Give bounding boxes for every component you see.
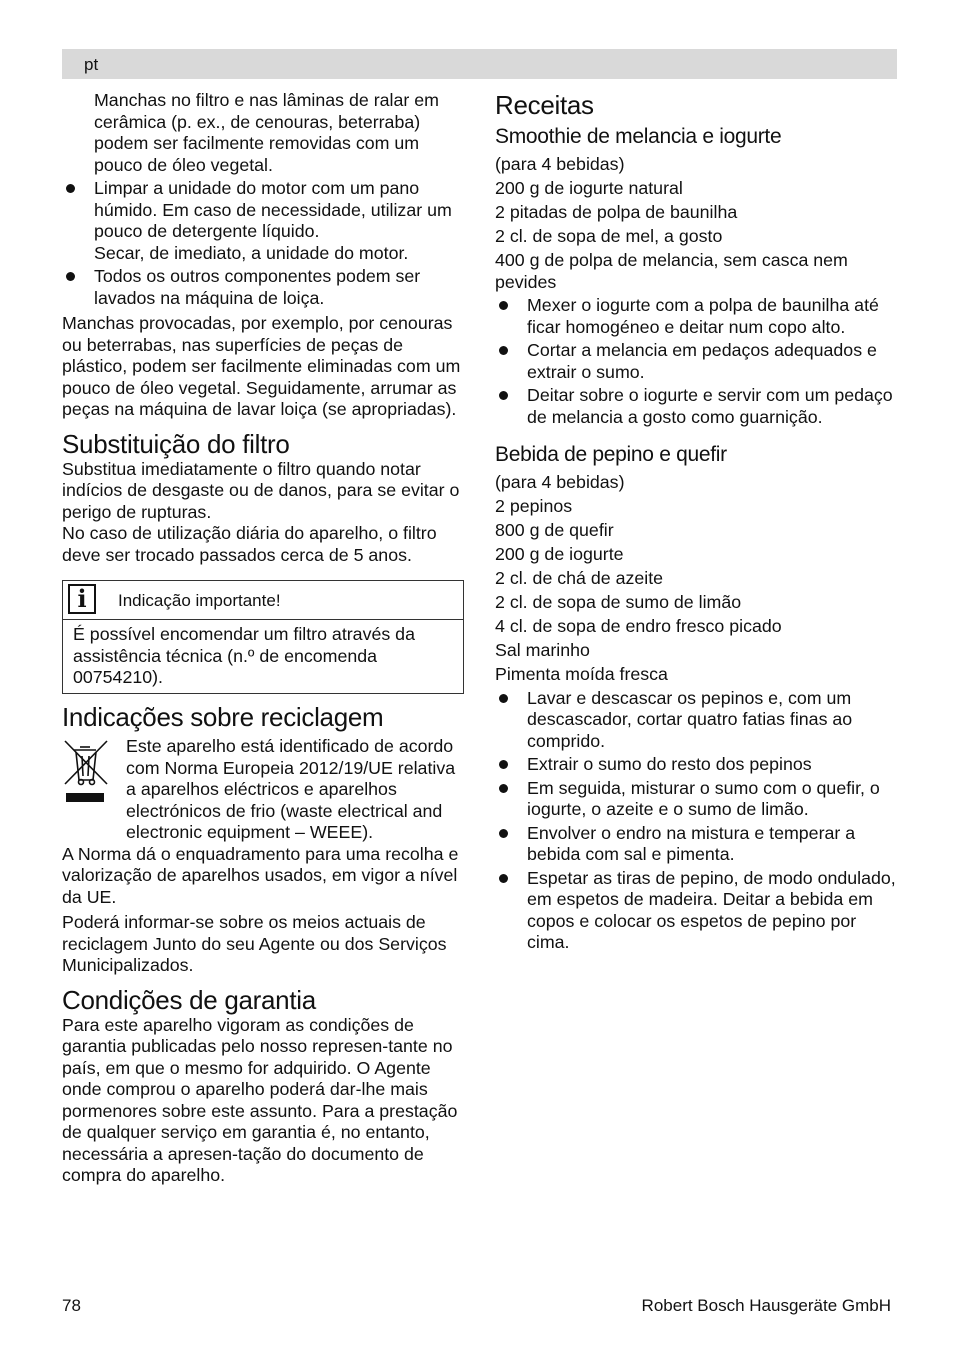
- bullet-extra-line: Secar, de imediato, a unidade do motor.: [94, 242, 409, 263]
- recipe-1-steps: [495, 295, 897, 428]
- warranty-paragraph: Para este aparelho vigoram as condições de garantia publicadas pelo nosso represen-tante no país, em que o mesmo for adquirido. O Agente onde comprou o aparelho poderá dar-lhe mais pormenores sobre este assunto. Para a prestação de qualquer serviço em garantia é, no entanto, necessária a apresen-tação do documento de compra do aparelho.: [62, 1014, 458, 1185]
- ingredient-line: 400 g de polpa de melancia, sem casca nem pevides: [495, 250, 848, 292]
- section-title-recipes: Receitas: [495, 90, 594, 120]
- language-header-bar: [62, 49, 897, 79]
- list-item: Envolver o endro na mistura e temperar a bebida com sal e pimenta.: [495, 823, 897, 866]
- filter-paragraph-2: No caso de utilização diária do aparelho, o filtro deve ser trocado passados cerca de 5 anos.: [62, 523, 437, 565]
- ingredient-line: (para 4 bebidas): [495, 472, 625, 492]
- right-column: [495, 90, 897, 954]
- recipe-1-ingredients: [495, 154, 897, 293]
- weee-crossed-bin-icon: [62, 738, 110, 808]
- notice-header: [63, 581, 463, 620]
- company-name: Robert Bosch Hausgeräte GmbH: [641, 1296, 891, 1315]
- notice-title: Indicação importante!: [118, 591, 281, 610]
- notice-body: É possível encomendar um filtro através da assistência técnica (n.º de encomenda 00754210).: [73, 624, 415, 687]
- list-item: Espetar as tiras de pepino, de modo ondulado, em espetos de madeira. Deitar a bebida em copos e colocar os espetos de pepino por cima.: [495, 868, 897, 954]
- language-code: pt: [84, 55, 99, 74]
- ingredient-line: Pimenta moída fresca: [495, 664, 668, 684]
- list-item: Extrair o sumo do resto dos pepinos: [495, 754, 897, 776]
- ingredient-line: Sal marinho: [495, 640, 590, 660]
- list-item: Mexer o iogurte com a polpa de baunilha até ficar homogéneo e deitar num copo alto.: [495, 295, 897, 338]
- list-item: Todos os outros componentes podem ser lavados na máquina de loiça.: [62, 266, 467, 309]
- recycling-paragraph-1: Este aparelho está identificado de acordo com Norma Europeia 2012/19/UE relativa a aparelhos eléctricos e aparelhos electrónicos de frio (waste electrical and electronic equipment – WEEE).: [126, 736, 456, 842]
- section-title-recycling: Indicações sobre reciclagem: [62, 702, 384, 732]
- recipe-2-title: Bebida de pepino e quefir: [495, 443, 727, 466]
- ingredient-line: 2 pitadas de polpa de baunilha: [495, 202, 738, 222]
- list-item: Em seguida, misturar o sumo com o quefir, o iogurte, o azeite e o sumo de limão.: [495, 778, 897, 821]
- ingredient-line: 200 g de iogurte natural: [495, 178, 683, 198]
- list-item: Lavar e descascar os pepinos e, com um descascador, cortar quatro fatias finas ao comprido.: [495, 688, 897, 753]
- section-title-filter: Substituição do filtro: [62, 428, 290, 459]
- important-notice-box: [62, 580, 464, 694]
- stains-paragraph: Manchas provocadas, por exemplo, por cenouras ou beterrabas, nas superfícies de peças de plástico, podem ser facilmente eliminadas com um pouco de óleo vegetal. Seguidamente, arrumar as peças na máquina de lavar loiça (se apropriadas).: [62, 313, 461, 419]
- info-icon: i: [68, 584, 96, 614]
- list-item: Limpar a unidade do motor com um pano húmido. Em caso de necessidade, utilizar um pouco de detergente líquido. Secar, de imediato, a unidade do motor.: [62, 178, 467, 264]
- filter-paragraph-1: Substitua imediatamente o filtro quando notar indícios de desgaste ou de danos, para se evitar o perigo de rupturas.: [62, 458, 460, 522]
- recipe-2-steps: [495, 688, 897, 954]
- ingredient-line: (para 4 bebidas): [495, 154, 625, 174]
- intro-paragraph: Manchas no filtro e nas lâminas de ralar em cerâmica (p. ex., de cenouras, beterraba) podem ser facilmente removidas com um pouco de óleo vegetal.: [94, 90, 439, 175]
- cleaning-bullets: [62, 178, 467, 309]
- recipe-1-title: Smoothie de melancia e iogurte: [495, 125, 782, 148]
- section-title-warranty: Condições de garantia: [62, 984, 316, 1015]
- weee-block: [62, 736, 467, 844]
- left-column: [62, 90, 467, 1187]
- ingredient-line: 2 pepinos: [495, 496, 573, 516]
- recycling-paragraph-2: A Norma dá o enquadramento para uma recolha e valorização de aparelhos usados, em vigor a nível da UE.: [62, 843, 459, 907]
- recipe-2-ingredients: [495, 472, 897, 686]
- page-number: 78: [62, 1296, 81, 1315]
- list-item: Cortar a melancia em pedaços adequados e extrair o sumo.: [495, 340, 897, 383]
- ingredient-line: 800 g de quefir: [495, 520, 614, 540]
- ingredient-line: 2 cl. de sopa de sumo de limão: [495, 592, 742, 612]
- ingredient-line: 2 cl. de chá de azeite: [495, 568, 664, 588]
- list-item: Deitar sobre o iogurte e servir com um pedaço de melancia a gosto como guarnição.: [495, 385, 897, 428]
- recycling-paragraph-3: Poderá informar-se sobre os meios actuais de reciclagem Junto do seu Agente ou dos Serviços Municipalizados.: [62, 912, 447, 975]
- ingredient-line: 2 cl. de sopa de mel, a gosto: [495, 226, 723, 246]
- ingredient-line: 200 g de iogurte: [495, 544, 624, 564]
- ingredient-line: 4 cl. de sopa de endro fresco picado: [495, 616, 782, 636]
